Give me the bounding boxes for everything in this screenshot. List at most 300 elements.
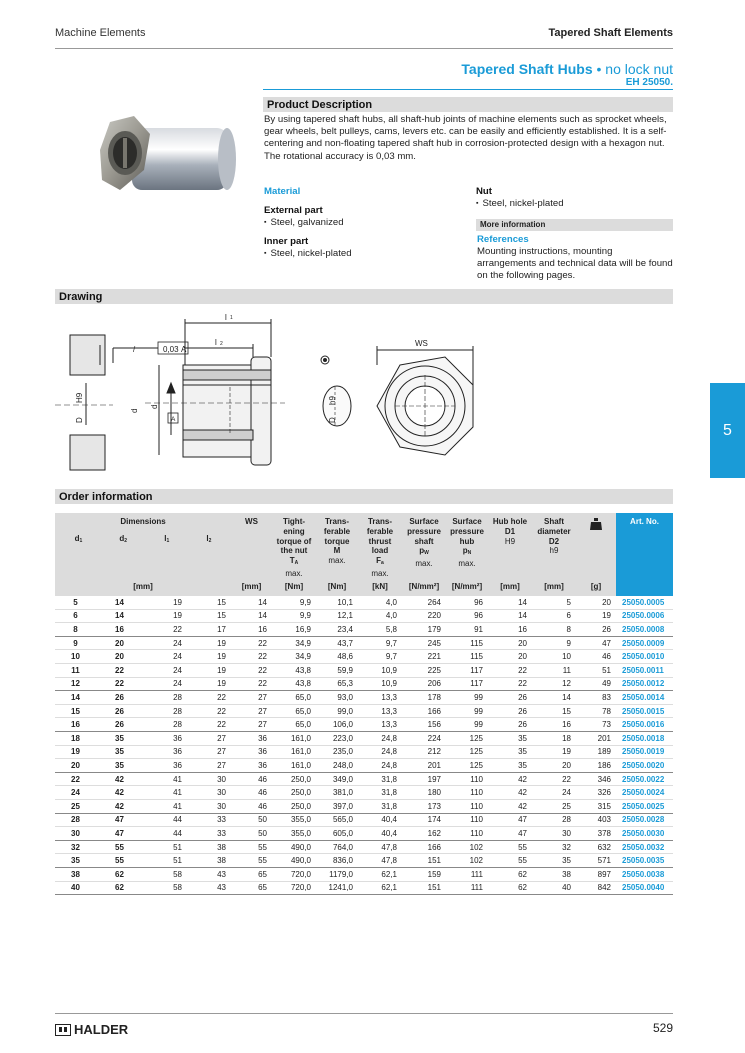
table-cell: 250,0 [272, 786, 316, 800]
table-cell: 31,8 [358, 786, 402, 800]
table-row [55, 623, 673, 637]
table-header-row [55, 513, 673, 579]
table-cell: 250,0 [272, 772, 316, 786]
table-cell: 22 [187, 691, 231, 705]
table-cell: 632 [576, 840, 616, 854]
header-art-no: Art. No. [616, 513, 673, 579]
table-cell: 125 [446, 745, 488, 759]
tapered-shaft-hub-photo [92, 110, 242, 210]
table-cell: 35 [488, 759, 532, 773]
table-cell: 13,3 [358, 718, 402, 732]
table-cell: 26 [99, 704, 143, 718]
table-cell: 62,1 [358, 867, 402, 881]
unit-thrust: [kN] [358, 579, 402, 596]
article-number-link[interactable]: 25050.0014 [616, 691, 673, 705]
table-cell: 6 [532, 609, 576, 623]
technical-drawing [55, 305, 673, 485]
table-cell: 24,8 [358, 745, 402, 759]
article-number-link[interactable]: 25050.0028 [616, 813, 673, 827]
table-cell: 38 [55, 867, 99, 881]
table-cell: 115 [446, 650, 488, 664]
table-cell: 40,4 [358, 827, 402, 841]
article-number-link[interactable]: 25050.0024 [616, 786, 673, 800]
table-cell: 16 [488, 623, 532, 637]
table-cell: 159 [402, 867, 446, 881]
table-row [55, 799, 673, 813]
label-d1: d [150, 404, 159, 409]
material-inner [264, 236, 352, 261]
table-cell: 19 [187, 650, 231, 664]
table-cell: 36 [143, 759, 187, 773]
table-cell: 110 [446, 786, 488, 800]
table-row [55, 881, 673, 895]
table-cell: 22 [187, 718, 231, 732]
article-number-link[interactable]: 25050.0022 [616, 772, 673, 786]
table-cell: 13,3 [358, 704, 402, 718]
label-tolerance: 0,03 [163, 345, 179, 354]
references-text: Mounting instructions, mounting arrangements and technical data will be found on the following pages. [477, 246, 673, 282]
table-cell: 19 [187, 664, 231, 678]
header-d2: $d_2$ [119, 533, 128, 544]
unit-dimensions: [mm] [55, 579, 231, 596]
chapter-tab[interactable]: 5 [710, 383, 745, 478]
table-cell: 10 [532, 650, 576, 664]
table-cell: 32 [532, 840, 576, 854]
table-cell: 47 [576, 636, 616, 650]
table-cell: 1179,0 [316, 867, 358, 881]
article-number-link[interactable]: 25050.0018 [616, 732, 673, 746]
table-cell: 62 [488, 881, 532, 895]
table-cell: 35 [99, 745, 143, 759]
table-row [55, 664, 673, 678]
table-cell: 36 [231, 745, 272, 759]
table-cell: 186 [576, 759, 616, 773]
table-cell: 166 [402, 840, 446, 854]
table-cell: 720,0 [272, 867, 316, 881]
table-cell: 14 [99, 596, 143, 610]
table-cell: 51 [576, 664, 616, 678]
table-cell: 346 [576, 772, 616, 786]
table-cell: 161,0 [272, 745, 316, 759]
table-cell: 24 [532, 786, 576, 800]
table-cell: 55 [488, 840, 532, 854]
table-cell: 24,8 [358, 732, 402, 746]
halder-logo-icon [55, 1024, 71, 1036]
description-accuracy: The rotational accuracy is 0,03 mm. [264, 150, 416, 162]
table-cell: 36 [143, 745, 187, 759]
table-cell: 46 [231, 772, 272, 786]
article-number-link[interactable]: 25050.0040 [616, 881, 673, 895]
unit-torque: [Nm] [316, 579, 358, 596]
table-cell: 9 [55, 636, 99, 650]
table-cell: 315 [576, 799, 616, 813]
table-cell: 381,0 [316, 786, 358, 800]
table-cell: 96 [446, 596, 488, 610]
nut-item: ▪ Steel, nickel-plated [476, 198, 564, 211]
table-cell: 15 [55, 704, 99, 718]
table-cell: 20 [99, 650, 143, 664]
order-information-heading: Order information [55, 489, 673, 504]
table-cell: 43,7 [316, 636, 358, 650]
table-cell: 24 [55, 786, 99, 800]
table-cell: 19 [576, 609, 616, 623]
table-cell: 47,8 [358, 854, 402, 868]
unit-weight: [g] [576, 579, 616, 596]
header-category-label: Tapered Shaft Elements [548, 27, 673, 39]
table-cell: 99 [446, 691, 488, 705]
table-cell: 44 [143, 827, 187, 841]
table-cell: 206 [402, 677, 446, 691]
table-cell: 14 [532, 691, 576, 705]
table-cell: 166 [402, 704, 446, 718]
header-dimensions: Dimensions $d_1$ $d_2$ $l_1$ $l_2$ [55, 513, 231, 579]
weight-icon [589, 517, 603, 531]
table-cell: 24 [143, 650, 187, 664]
table-row [55, 813, 673, 827]
article-number-link[interactable]: 25050.0038 [616, 867, 673, 881]
table-cell: 32 [55, 840, 99, 854]
table-cell: 36 [143, 732, 187, 746]
table-cell: 43,8 [272, 664, 316, 678]
table-cell: 40 [55, 881, 99, 895]
order-table [55, 513, 673, 895]
table-row [55, 650, 673, 664]
unit-pressure-shaft: [N/mm²] [402, 579, 446, 596]
table-cell: 16 [532, 718, 576, 732]
table-cell: 58 [143, 867, 187, 881]
table-cell: 117 [446, 677, 488, 691]
table-cell: 174 [402, 813, 446, 827]
table-cell: 15 [187, 596, 231, 610]
table-cell: 110 [446, 799, 488, 813]
title-divider [263, 89, 673, 90]
table-cell: 19 [143, 596, 187, 610]
article-number-link[interactable]: 25050.0005 [616, 596, 673, 610]
table-cell: 14 [55, 691, 99, 705]
table-cell: 25 [55, 799, 99, 813]
table-cell: 9,9 [272, 609, 316, 623]
table-cell: 212 [402, 745, 446, 759]
unit-hub-hole: [mm] [488, 579, 532, 596]
table-cell: 42 [488, 799, 532, 813]
table-cell: 12,1 [316, 609, 358, 623]
table-cell: 9,7 [358, 650, 402, 664]
table-cell: 28 [143, 704, 187, 718]
table-cell: 30 [187, 786, 231, 800]
description-body: By using tapered shaft hubs, all shaft-hub joints of machine elements such as sprocket wheels, gear wheels, belt pulleys, cams, levers etc. can be easily and efficiently established. It is a self-centering and non-floating tapered shaft hub in corrosion-protected design with a hexagon nut. [264, 114, 667, 150]
table-row [55, 636, 673, 650]
table-cell: 102 [446, 854, 488, 868]
table-cell: 35 [488, 732, 532, 746]
table-cell: 355,0 [272, 813, 316, 827]
table-row [55, 691, 673, 705]
table-cell: 223,0 [316, 732, 358, 746]
table-cell: 49 [576, 677, 616, 691]
table-cell: 250,0 [272, 799, 316, 813]
table-cell: 47 [99, 827, 143, 841]
table-row [55, 677, 673, 691]
header-shaft-diameter: Shaft diameter D2 h9 [532, 513, 576, 579]
table-cell: 14 [231, 596, 272, 610]
table-row [55, 609, 673, 623]
table-cell: 225 [402, 664, 446, 678]
table-cell: 58 [143, 881, 187, 895]
table-cell: 16 [99, 623, 143, 637]
product-description-heading: Product Description [263, 97, 673, 112]
article-number-link[interactable]: 25050.0032 [616, 840, 673, 854]
table-cell: 28 [532, 813, 576, 827]
table-cell: 201 [576, 732, 616, 746]
table-cell: 16 [231, 623, 272, 637]
inner-part-title: Inner part [264, 236, 309, 247]
table-cell: 764,0 [316, 840, 358, 854]
table-cell: 24,8 [358, 759, 402, 773]
title-suffix: • no lock nut [592, 61, 673, 77]
article-number-link[interactable]: 25050.0010 [616, 650, 673, 664]
table-cell: 326 [576, 786, 616, 800]
material-nut [476, 186, 564, 211]
unit-pressure-hub: [N/mm²] [446, 579, 488, 596]
table-cell: 30 [187, 799, 231, 813]
svg-text:1: 1 [230, 315, 233, 321]
table-cell: 34,9 [272, 636, 316, 650]
table-cell: 18 [55, 732, 99, 746]
table-cell: 14 [488, 609, 532, 623]
table-cell: 20 [55, 759, 99, 773]
table-cell: 106,0 [316, 718, 358, 732]
table-cell: 26 [488, 691, 532, 705]
table-cell: 490,0 [272, 854, 316, 868]
label-D1: D [75, 417, 84, 423]
table-cell: 28 [55, 813, 99, 827]
table-cell: 99 [446, 704, 488, 718]
table-cell: 14 [99, 609, 143, 623]
table-cell: 111 [446, 881, 488, 895]
table-cell: 836,0 [316, 854, 358, 868]
table-cell: 35 [55, 854, 99, 868]
table-cell: 19 [55, 745, 99, 759]
table-cell: 110 [446, 813, 488, 827]
table-cell: 96 [446, 609, 488, 623]
label-d2: d [130, 408, 139, 413]
table-cell: 51 [143, 854, 187, 868]
header-l1: $l_1$ [164, 533, 170, 544]
table-cell: 36 [231, 732, 272, 746]
label-H9: H9 [75, 392, 84, 403]
table-cell: 173 [402, 799, 446, 813]
table-cell: 43,8 [272, 677, 316, 691]
table-cell: 10,1 [316, 596, 358, 610]
table-cell: 115 [446, 636, 488, 650]
header-ws: WS [231, 513, 272, 579]
table-cell: 27 [187, 745, 231, 759]
table-cell: 22 [143, 623, 187, 637]
table-cell: 111 [446, 867, 488, 881]
table-cell: 28 [143, 691, 187, 705]
table-cell: 151 [402, 854, 446, 868]
header-tightening-torque: Tight- ening torque of the nut $T_A$ max. [272, 513, 316, 579]
table-cell: 99,0 [316, 704, 358, 718]
table-cell: 9 [532, 636, 576, 650]
header-section-label: Machine Elements [55, 27, 146, 39]
table-cell: 197 [402, 772, 446, 786]
table-cell: 22 [55, 772, 99, 786]
table-cell: 22 [231, 664, 272, 678]
table-cell: 30 [55, 827, 99, 841]
table-row [55, 596, 673, 610]
table-cell: 15 [187, 609, 231, 623]
table-cell: 10 [55, 650, 99, 664]
table-cell: 5,8 [358, 623, 402, 637]
table-cell: 14 [231, 609, 272, 623]
article-number-link[interactable]: 25050.0019 [616, 745, 673, 759]
table-cell: 10,9 [358, 664, 402, 678]
table-cell: 264 [402, 596, 446, 610]
table-cell: 20 [488, 636, 532, 650]
table-cell: 248,0 [316, 759, 358, 773]
table-cell: 189 [576, 745, 616, 759]
table-units-row [55, 579, 673, 596]
table-cell: 46 [576, 650, 616, 664]
table-cell: 65,0 [272, 704, 316, 718]
table-cell: 27 [231, 718, 272, 732]
header-surface-pressure-hub: Surface pressure hub $p_N$ max. [446, 513, 488, 579]
table-cell: 93,0 [316, 691, 358, 705]
table-cell: 47 [488, 813, 532, 827]
article-number-link[interactable]: 25050.0030 [616, 827, 673, 841]
table-cell: 24 [143, 664, 187, 678]
table-cell: 224 [402, 732, 446, 746]
article-number-link[interactable]: 25050.0015 [616, 704, 673, 718]
table-cell: 38 [187, 840, 231, 854]
product-code: EH 25050. [625, 77, 673, 88]
table-cell: 47,8 [358, 840, 402, 854]
table-cell: 12 [532, 677, 576, 691]
table-cell: 50 [231, 827, 272, 841]
halder-logo [55, 1022, 128, 1037]
table-cell: 178 [402, 691, 446, 705]
table-cell: 24 [143, 677, 187, 691]
article-number-link[interactable]: 25050.0012 [616, 677, 673, 691]
table-cell: 41 [143, 799, 187, 813]
table-cell: 28 [143, 718, 187, 732]
table-cell: 35 [99, 732, 143, 746]
article-number-link[interactable]: 25050.0020 [616, 759, 673, 773]
table-cell: 22 [99, 664, 143, 678]
table-cell: 33 [187, 827, 231, 841]
article-number-link[interactable]: 25050.0009 [616, 636, 673, 650]
table-cell: 6 [55, 609, 99, 623]
table-cell: 22 [488, 664, 532, 678]
article-number-link[interactable]: 25050.0006 [616, 609, 673, 623]
table-cell: 403 [576, 813, 616, 827]
label-datum-a-ref: A [171, 416, 176, 423]
table-cell: 40,4 [358, 813, 402, 827]
table-cell: 35 [99, 759, 143, 773]
external-part-item: ▪ Steel, galvanized [264, 217, 344, 230]
table-cell: 26 [488, 718, 532, 732]
table-cell: 62 [488, 867, 532, 881]
table-cell: 378 [576, 827, 616, 841]
table-cell: 4,0 [358, 609, 402, 623]
article-number-link[interactable]: 25050.0035 [616, 854, 673, 868]
table-cell: 20 [576, 596, 616, 610]
table-cell: 110 [446, 772, 488, 786]
table-cell: 605,0 [316, 827, 358, 841]
table-cell: 571 [576, 854, 616, 868]
table-cell: 33 [187, 813, 231, 827]
unit-shaft-dia: [mm] [532, 579, 576, 596]
table-cell: 26 [99, 691, 143, 705]
table-cell: 162 [402, 827, 446, 841]
table-cell: 41 [143, 786, 187, 800]
table-row [55, 867, 673, 881]
table-cell: 30 [532, 827, 576, 841]
inner-part-item: ▪ Steel, nickel-plated [264, 248, 352, 261]
table-cell: 36 [231, 759, 272, 773]
table-cell: 355,0 [272, 827, 316, 841]
unit-art-no [616, 579, 673, 596]
table-cell: 565,0 [316, 813, 358, 827]
table-row [55, 732, 673, 746]
drawing-heading: Drawing [55, 289, 673, 304]
table-cell: 151 [402, 881, 446, 895]
table-cell: 201 [402, 759, 446, 773]
table-cell: 62,1 [358, 881, 402, 895]
unit-tightening: [Nm] [272, 579, 316, 596]
table-cell: 55 [99, 854, 143, 868]
svg-text:2: 2 [220, 341, 223, 347]
article-number-link[interactable]: 25050.0008 [616, 623, 673, 637]
table-cell: 62 [99, 881, 143, 895]
table-cell: 720,0 [272, 881, 316, 895]
article-number-link[interactable]: 25050.0016 [616, 718, 673, 732]
table-cell: 11 [55, 664, 99, 678]
table-cell: 47 [99, 813, 143, 827]
table-cell: 9,9 [272, 596, 316, 610]
table-cell: 23,4 [316, 623, 358, 637]
table-cell: 25 [532, 799, 576, 813]
table-cell: 179 [402, 623, 446, 637]
table-cell: 20 [532, 759, 576, 773]
table-cell: 20 [99, 636, 143, 650]
table-cell: 65 [231, 881, 272, 895]
references-title: References [477, 234, 529, 245]
table-cell: 22 [231, 636, 272, 650]
table-cell: 26 [99, 718, 143, 732]
table-cell: 38 [187, 854, 231, 868]
table-cell: 50 [231, 813, 272, 827]
article-number-link[interactable]: 25050.0025 [616, 799, 673, 813]
table-row [55, 704, 673, 718]
table-cell: 31,8 [358, 799, 402, 813]
table-cell: 59,9 [316, 664, 358, 678]
table-cell: 91 [446, 623, 488, 637]
table-cell: 16 [55, 718, 99, 732]
label-datum-a: A [181, 345, 187, 354]
label-ws: WS [415, 339, 428, 348]
table-cell: 19 [532, 745, 576, 759]
article-number-link[interactable]: 25050.0011 [616, 664, 673, 678]
page-title [461, 61, 673, 77]
table-cell: 38 [532, 867, 576, 881]
header-l2: $l_2$ [206, 533, 212, 544]
label-l1: l [225, 313, 227, 322]
header-hub-hole: Hub hole D1 H9 [488, 513, 532, 579]
table-cell: 99 [446, 718, 488, 732]
table-cell: 156 [402, 718, 446, 732]
table-cell: 27 [187, 759, 231, 773]
